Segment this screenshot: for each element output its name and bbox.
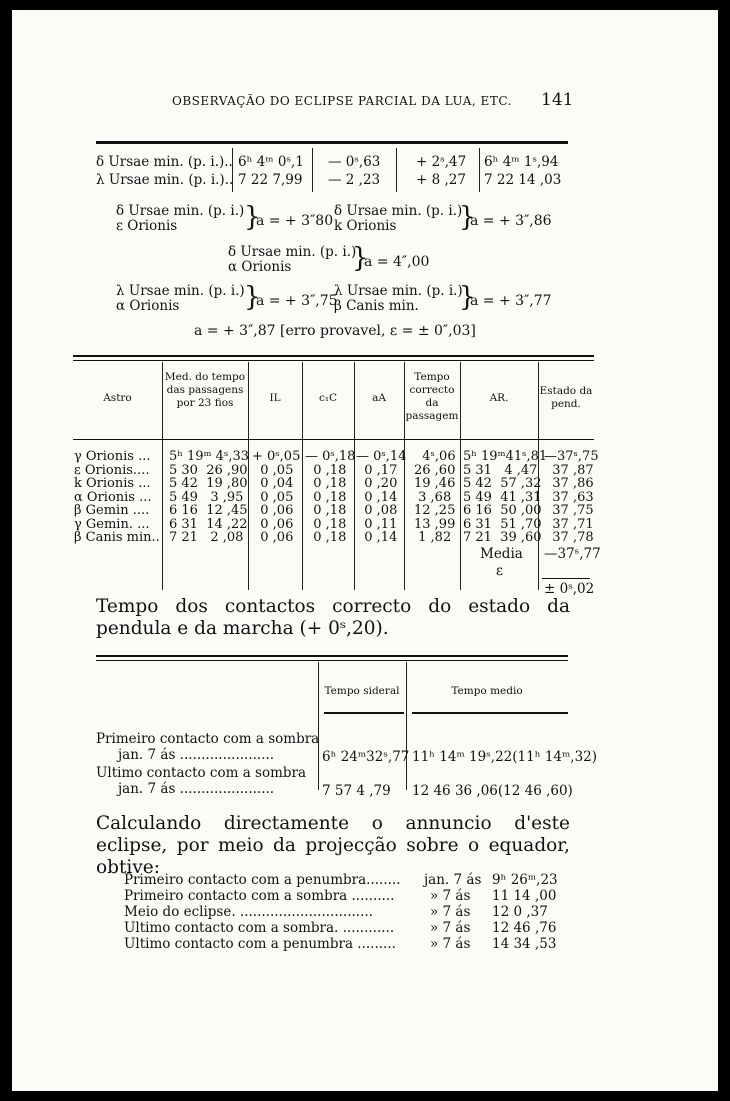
brace-glyph: } xyxy=(459,281,476,313)
pair-value: a = + 3″,75 xyxy=(256,293,338,309)
top-rule xyxy=(96,141,568,144)
col-header-tempo: Tempo correcto da passagem xyxy=(405,371,459,422)
top-row-c3: + 2ˢ,47 xyxy=(416,154,467,170)
page xyxy=(12,10,718,1091)
event-date: » 7 ás xyxy=(430,920,471,936)
top-row-c4: 6ʰ 4ᵐ 1ˢ,94 xyxy=(484,154,559,170)
top-row-c1: 6ʰ 4ᵐ 0ˢ,1 xyxy=(238,154,304,170)
running-header: OBSERVAÇÃO DO ECLIPSE PARCIAL DA LUA, ETC. xyxy=(172,94,512,108)
contact-table-top-rule xyxy=(96,655,568,657)
event-label: Primeiro contacto com a penumbra........ xyxy=(124,872,401,888)
event-time: 11 14 ,00 xyxy=(492,888,557,904)
contact-col-divider xyxy=(318,662,319,790)
event-date: jan. 7 ás xyxy=(424,872,482,888)
event-date: » 7 ás xyxy=(430,888,471,904)
media-label: Media xyxy=(480,546,523,562)
col-med: 5ʰ 19ᵐ 4ˢ,33 5 30 26 ,90 5 42 19 ,80 5 49 3 ,95 6 16 12 ,45 6 31 14 ,22 7 21 2 ,08 xyxy=(169,449,249,545)
final-a-value: a = + 3″,87 [erro provavel, ε = ± 0″,03] xyxy=(194,323,476,339)
pair-star-b: α Orionis xyxy=(116,298,180,314)
epsilon-label: ε xyxy=(496,563,503,579)
top-row-c3: + 8 ,27 xyxy=(416,172,466,188)
col-header-c1c: c₁C xyxy=(318,392,338,404)
brace-glyph: } xyxy=(459,201,476,233)
media-rule xyxy=(542,578,590,579)
brace-glyph: } xyxy=(244,281,261,313)
pair-star-b: ε Orionis xyxy=(116,218,178,234)
contact-row1-date: jan. 7 ás ...................... xyxy=(118,747,275,763)
col-divider xyxy=(162,362,163,590)
contact-row1-sidereal: 6ʰ 24ᵐ32ˢ,77 xyxy=(322,749,410,765)
contact-row2-sidereal: 7 57 4 ,79 xyxy=(322,783,391,799)
top-row-c2: — 2 ,23 xyxy=(328,172,381,188)
pair-star-a: δ Ursae min. (p. i.) xyxy=(116,203,245,219)
event-date: » 7 ás xyxy=(430,936,471,952)
top-row-c1: 7 22 7,99 xyxy=(238,172,303,188)
page-number: 141 xyxy=(541,90,574,110)
pair-star-a: λ Ursae min. (p. i.) xyxy=(116,283,245,299)
brace-glyph: } xyxy=(244,201,261,233)
event-time: 12 46 ,76 xyxy=(492,920,557,936)
col-header-astro: Astro xyxy=(103,392,132,404)
contact-header-mean: Tempo medio xyxy=(451,685,523,697)
pair-value: a = + 3″80 xyxy=(256,213,334,229)
contact-row2-mean: 12 46 36 ,06(12 46 ,60) xyxy=(412,783,573,799)
col-astro: γ Orionis ... ε Orionis.... k Orionis ... α Orionis ... β Gemin .... γ Gemin. ... β Canis min.. xyxy=(74,449,160,545)
media-value: —37ˢ,77 xyxy=(544,546,601,562)
pair-star-a: λ Ursae min. (p. i.) xyxy=(334,283,463,299)
pair-star-b: k Orionis xyxy=(334,218,397,234)
col-estado: —37ˢ,75 37 ,87 37 ,86 37 ,63 37 ,75 37 ,71 37 ,78 xyxy=(544,449,599,545)
col-header-med: Med. do tempo das passagens por 23 fios xyxy=(164,371,246,409)
pair-star-a: δ Ursae min. (p. i.) xyxy=(334,203,463,219)
pair-value: a = + 3″,77 xyxy=(470,293,552,309)
event-time: 12 0 ,37 xyxy=(492,904,548,920)
contact-row1-label: Primeiro contacto com a sombra xyxy=(96,731,320,747)
contact-row2-date: jan. 7 ás ...................... xyxy=(118,781,275,797)
contact-row1-mean: 11ʰ 14ᵐ 19ˢ,22(11ʰ 14ᵐ,32) xyxy=(412,749,598,765)
table-top-rule-thin xyxy=(73,360,594,361)
table-top-rule xyxy=(73,355,594,357)
pair-star-b: β Canis min. xyxy=(334,298,419,314)
pair-star-a: δ Ursae min. (p. i.) xyxy=(228,244,357,260)
top-row-star: λ Ursae min. (p. i.).. xyxy=(96,172,234,188)
col-aa: — 0ˢ,14 0 ,17 0 ,20 0 ,14 0 ,08 0 ,11 0 ,14 xyxy=(356,449,407,545)
col-header-aa: aA xyxy=(372,392,386,404)
col-header-il: IL xyxy=(269,392,281,404)
event-time: 9ʰ 26ᵐ,23 xyxy=(492,872,558,888)
event-label: Primeiro contacto com a sombra .......... xyxy=(124,888,395,904)
col-tempo: 4ˢ,06 26 ,60 19 ,46 3 ,68 12 ,25 13 ,99 1 ,82 xyxy=(414,449,456,545)
top-row-star: δ Ursae min. (p. i.).. xyxy=(96,154,233,170)
event-label: Ultimo contacto com a penumbra ......... xyxy=(124,936,396,952)
top-table-divider xyxy=(479,148,480,192)
contact-header-rule xyxy=(324,712,404,714)
col-ar: 5ʰ 19ᵐ41ˢ,81 5 31 4 ,47 5 42 57 ,32 5 49 41 ,31 6 16 50 ,00 6 31 51 ,70 7 21 39 ,60 xyxy=(463,449,548,545)
paragraph-calculation: Calculando directamente o annuncio d'este eclipse, por meio da projecção sobre o equador, obtive: xyxy=(96,813,570,878)
epsilon-value: ± 0ˢ,02 xyxy=(544,581,595,597)
paragraph-contacts: Tempo dos contactos correcto do estado da pendula e da marcha (+ 0ˢ,20). xyxy=(96,596,570,639)
col-header-ar: AR. xyxy=(489,392,509,404)
event-label: Meio do eclipse. ............................... xyxy=(124,904,373,920)
contact-header-sidereal: Tempo sideral xyxy=(324,685,400,697)
top-row-c2: — 0ˢ,63 xyxy=(328,154,381,170)
contact-header-rule xyxy=(412,712,568,714)
table-header-rule xyxy=(73,439,594,440)
event-time: 14 34 ,53 xyxy=(492,936,557,952)
event-label: Ultimo contacto com a sombra. ............ xyxy=(124,920,395,936)
top-row-c4: 7 22 14 ,03 xyxy=(484,172,562,188)
col-header-estado: Estado da pend. xyxy=(539,385,593,410)
contact-table-top-rule-thin xyxy=(96,660,568,661)
col-il: + 0ˢ,05 0 ,05 0 ,04 0 ,05 0 ,06 0 ,06 0 ,06 xyxy=(252,449,301,545)
col-c1c: — 0ˢ,18 0 ,18 0 ,18 0 ,18 0 ,18 0 ,18 0 ,18 xyxy=(305,449,356,545)
brace-glyph: } xyxy=(352,242,369,274)
event-date: » 7 ás xyxy=(430,904,471,920)
top-table-divider xyxy=(312,148,313,192)
top-table-divider xyxy=(396,148,397,192)
pair-value: a = + 3″,86 xyxy=(470,213,552,229)
contact-row2-label: Ultimo contacto com a sombra xyxy=(96,765,307,781)
pair-star-b: α Orionis xyxy=(228,259,292,275)
pair-value: a = 4″,00 xyxy=(364,254,430,270)
contact-col-divider xyxy=(406,662,407,790)
